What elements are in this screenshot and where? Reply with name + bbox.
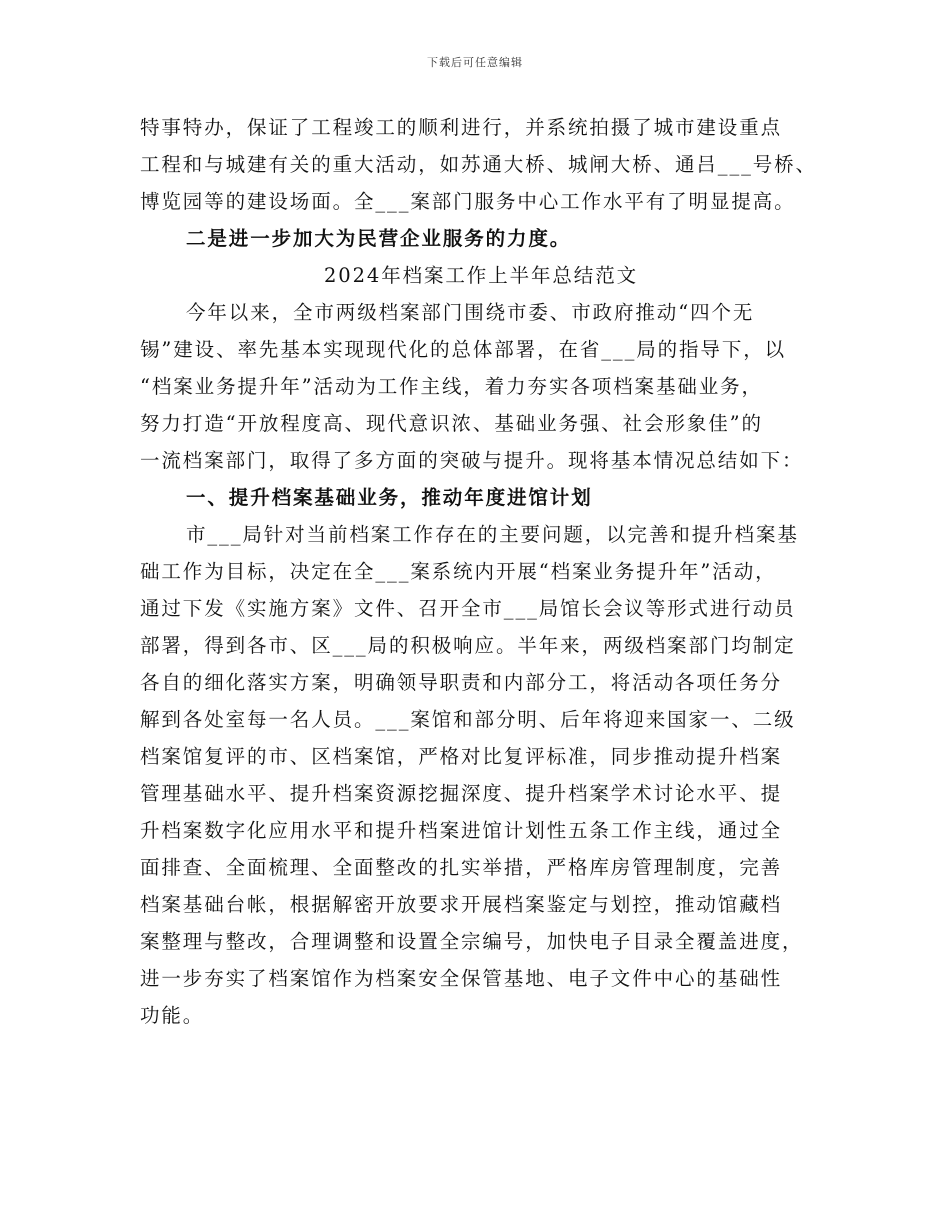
text-line: 市___局针对当前档案工作存在的主要问题，以完善和提升档案基 xyxy=(186,523,799,546)
text-line: 功能。 xyxy=(140,1004,205,1027)
document-body xyxy=(140,109,817,1034)
text-line: “档案业务提升年”活动为工作主线，着力夯实各项档案基础业务， xyxy=(140,375,763,398)
text-line: 升档案数字化应用水平和提升档案进馆计划性五条工作主线，通过全 xyxy=(140,819,783,842)
text-line: 工程和与城建有关的重大活动，如苏通大桥、城闸大桥、通吕___号桥、 xyxy=(140,153,817,176)
text-line: 部署，得到各市、区___局的积极响应。半年来，两级档案部门均制定 xyxy=(140,634,796,657)
text-line: 锡”建设、率先基本实现现代化的总体部署，在省___局的指导下，以 xyxy=(140,338,787,361)
paragraph-continuation xyxy=(140,109,817,220)
text-line: 进一步夯实了档案馆作为档案安全保管基地、电子文件中心的基础性 xyxy=(140,967,783,990)
text-line: 档案基础台帐，根据解密开放要求开展档案鉴定与划控，推动馆藏档 xyxy=(140,893,783,916)
point-two-heading: 二是进一步加大为民营企业服务的力度。 xyxy=(186,227,572,250)
text-line: 一流档案部门，取得了多方面的突破与提升。现将基本情况总结如下： xyxy=(140,449,804,472)
text-line: 解到各处室每一名人员。___案馆和部分明、后年将迎来国家一、二级 xyxy=(140,708,796,731)
text-line: 案整理与整改，合理调整和设置全宗编号，加快电子目录全覆盖进度， xyxy=(140,930,804,953)
text-line: 面排查、全面梳理、全面整改的扎实举措，严格库房管理制度，完善 xyxy=(140,856,783,879)
section-one-paragraph xyxy=(140,516,812,1034)
text-line: 博览园等的建设场面。全___案部门服务中心工作水平有了明显提高。 xyxy=(140,190,796,213)
document-title: 2024年档案工作上半年总结范文 xyxy=(323,264,639,287)
text-line: 努力打造“开放程度高、现代意识浓、基础业务强、社会形象佳”的 xyxy=(140,412,763,435)
text-line: 特事特办，保证了工程竣工的顺利进行，并系统拍摄了城市建设重点 xyxy=(140,116,783,139)
text-line: 通过下发《实施方案》文件、召开全市___局馆长会议等形式进行动员 xyxy=(140,597,796,620)
text-line: 各自的细化落实方案，明确领导职责和内部分工，将活动各项任务分 xyxy=(140,671,783,694)
text-line: 档案馆复评的市、区档案馆，严格对比复评标准，同步推动提升档案 xyxy=(140,745,783,768)
intro-paragraph xyxy=(140,294,812,479)
text-line: 础工作为目标，决定在全___案系统内开展“档案业务提升年”活动， xyxy=(140,560,777,583)
text-line: 今年以来，全市两级档案部门围绕市委、市政府推动“四个无 xyxy=(186,301,755,324)
section-one-heading: 一、提升档案基础业务，推动年度进馆计划 xyxy=(186,486,593,509)
header-note: 下载后可任意编辑 xyxy=(427,56,523,69)
text-line: 管理基础水平、提升档案资源挖掘深度、提升档案学术讨论水平、提 xyxy=(140,782,783,805)
